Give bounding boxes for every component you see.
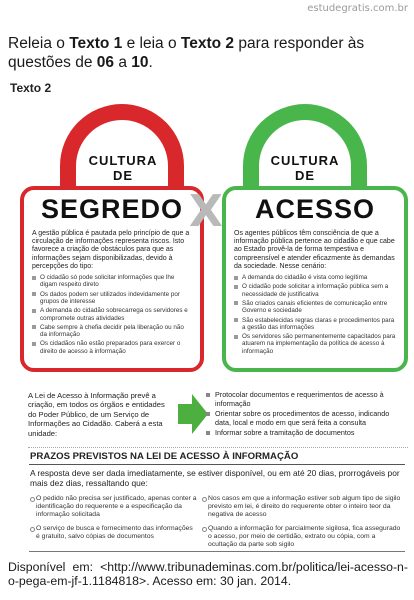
prazos-left-list: [30, 495, 198, 547]
sic-duty-item: Protocolar documentos e requerimentos de acesso à informação: [206, 391, 406, 408]
segredo-item: Cabe sempre à chefia decidir pela liberação ou não da informação: [32, 324, 192, 339]
acesso-intro: Os agentes públicos têm consciência de que a informação pública pertence ao cidadão e que cabe ao Estado provê-la de forma tempestiva e compreensível e atender eficazmente às demandas da sociedade. Nesse cenário:: [234, 230, 395, 270]
prazos-right-list: [202, 495, 402, 555]
texto-2-label: Texto 2: [10, 81, 52, 95]
segredo-de-word: DE: [112, 168, 134, 183]
prazos-intro: A resposta deve ser dada imediatamente, se estiver disponível, ou em até 20 dias, prorrogáveis por mais dez dias, ressaltando que:: [30, 468, 400, 489]
source-citation: Disponível em: <http://www.tribunademinas.com.br/politica/lei-acesso-n-o-pega-em-jf-1.1184818>. Acesso em: 30 jan. 2014.: [8, 560, 408, 588]
segredo-lock-body: [20, 186, 204, 372]
segredo-intro: A gestão pública é pautada pelo princípio de que a circulação de informações representa riscos. Isto favorece a criação de obstáculos para que as informações sejam disponibilizadas, devido à percepções do tipo:: [32, 230, 190, 270]
prazos-item: Quando a informação for parcialmente sigilosa, fica assegurado o acesso, por meio de certidão, extrato ou cópia, com a ocultação da parte sob sigilo: [202, 525, 402, 549]
segredo-item: Os cidadãos não estão preparados para exercer o direito de acesso à informação: [32, 340, 192, 355]
acesso-item: O cidadão pode solicitar a informação pública sem a necessidade de justificativa: [234, 283, 396, 298]
acesso-item: Os servidores são permanentemente capacitados para atuarem na implementação da política de acesso à informação: [234, 333, 396, 355]
segredo-item: Os dados podem ser utilizados indevidamente por grupos de interesse: [32, 291, 192, 306]
segredo-item: A demanda do cidadão sobrecarrega os servidores e compromete outras atividades: [32, 307, 192, 322]
dotted-divider: [28, 447, 408, 448]
site-watermark: estudegratis.com.br: [307, 3, 408, 14]
acesso-item: São estabelecidas regras claras e procedimentos para a gestão das informações: [234, 317, 396, 332]
prazos-item: Nos casos em que a informação estiver sob algum tipo de sigilo previsto em lei, é direito do requerente obter o inteiro teor da negativa de acesso: [202, 495, 402, 519]
acesso-cultura-heading: [262, 153, 348, 183]
sic-duty-item: Informar sobre a tramitação de documentos: [206, 429, 406, 438]
acesso-title: ACESSO: [254, 194, 376, 224]
sic-duty-item: Orientar sobre os procedimentos de acesso, indicando data, local e modo em que será feita a consulta: [206, 410, 406, 427]
arrow-right-icon: [178, 392, 208, 436]
acesso-cultura-word: CULTURA: [270, 153, 340, 168]
sic-duties-list: [206, 391, 406, 440]
question-intro: Releia o Texto 1 e leia o Texto 2 para responder às questões de 06 a 10.: [8, 35, 365, 71]
segredo-list: [24, 271, 200, 355]
prazos-item: O serviço de busca e fornecimento das informações é gratuito, salvo cópias de documentos: [30, 525, 198, 541]
prazos-heading: PRAZOS PREVISTOS NA LEI DE ACESSO À INFORMAÇÃO: [30, 451, 299, 462]
segredo-cultura-word: CULTURA: [88, 153, 158, 168]
sic-description: A Lei de Acesso à Informação prevê a criação, em todos os órgãos e entidades do Poder Público, de um Serviço de Informações ao Cidadão. Caberá a esta unidade:: [28, 391, 165, 438]
bottom-divider: [29, 551, 405, 552]
versus-x-mark: X: [189, 186, 223, 237]
prazos-item: O pedido não precisa ser justificado, apenas conter a identificação do requerente e a especificação da informação solicitada: [30, 495, 198, 519]
segredo-title: SEGREDO: [40, 194, 184, 224]
acesso-de-word: DE: [294, 168, 316, 183]
segredo-item: O cidadão só pode solicitar informações que lhe digam respeito direto: [32, 274, 192, 289]
acesso-lock-body: [222, 186, 408, 372]
acesso-item: A demanda do cidadão é vista como legítima: [234, 274, 396, 281]
prazos-divider: [29, 464, 405, 465]
acesso-list: [226, 271, 404, 355]
segredo-cultura-heading: [80, 153, 166, 183]
acesso-item: São criados canais eficientes de comunicação entre Governo e sociedade: [234, 300, 396, 315]
